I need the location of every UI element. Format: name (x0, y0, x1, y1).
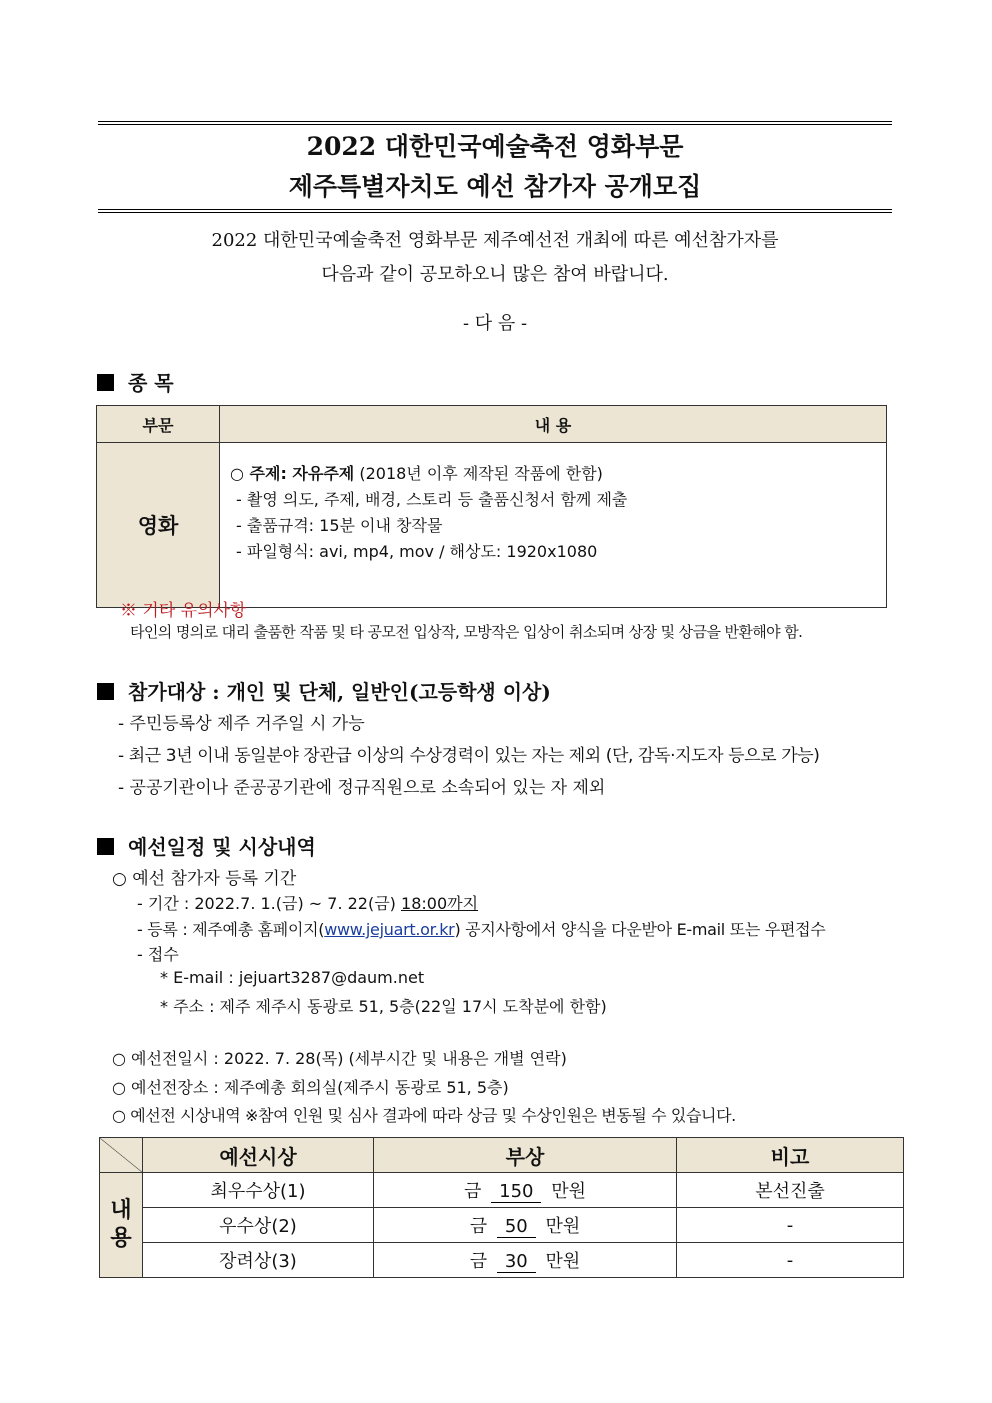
category-col-header: 부문 (97, 406, 220, 443)
contest-place: ○ 예선전장소 : 제주예총 회의실(제주시 동광로 51, 5층) (112, 1078, 509, 1097)
content-item: - 촬영 의도, 주제, 배경, 스토리 등 출품신청서 함께 제출 (236, 490, 628, 509)
registration-period: - 기간 : 2022.7. 1.(금) ~ 7. 22(금) 18:00까지 (137, 894, 479, 913)
intro-line-1: 2022 대한민국예술축전 영화부문 제주예선전 개최에 따른 예선참가자를 (211, 230, 779, 251)
awards-header-prize: 부상 (374, 1138, 677, 1173)
category-table (96, 405, 887, 608)
category-cell: 영화 (97, 443, 220, 608)
title-box (98, 121, 892, 213)
title-line-2: 제주특별자치도 예선 참가자 공개모집 (288, 172, 702, 201)
awards-header-award: 예선시상 (143, 1138, 374, 1173)
receipt-label: - 접수 (137, 945, 179, 964)
content-item: - 출품규격: 15분 이내 창작물 (236, 516, 443, 535)
content-cell (220, 443, 887, 608)
receipt-email: * E-mail : jejuart3287@daum.net (160, 968, 425, 987)
intro-line-2: 다음과 같이 공모하오니 많은 참여 바랍니다. (321, 264, 669, 285)
awards-side-label: 내용 (100, 1173, 143, 1278)
award-prize: 금 50 만원 (374, 1208, 677, 1243)
registration-method: - 등록 : 제주예총 홈페이지(www.jejuart.or.kr) 공지사항에서 양식을 다운받아 E-mail 또는 우편접수 (137, 920, 826, 939)
eligibility-item: - 최근 3년 이내 동일분야 장관급 이상의 수상경력이 있는 자는 제외 (단, 감독·지도자 등으로 가능) (118, 746, 820, 766)
award-name: 장려상(3) (143, 1243, 374, 1278)
award-name: 최우수상(1) (143, 1173, 374, 1208)
eligibility-item: - 주민등록상 제주 거주일 시 가능 (118, 714, 365, 734)
table-row (100, 1173, 904, 1208)
awards-title: ○ 예선전 시상내역 ※참여 인원 및 심사 결과에 따라 상금 및 수상인원은 변동될 수 있습니다. (112, 1106, 736, 1125)
award-prize: 금 150 만원 (374, 1173, 677, 1208)
diagonal-corner-cell (100, 1138, 143, 1173)
section-heading-category: 종 목 (97, 367, 174, 396)
theme-line: ○ 주제: 자유주제 (2018년 이후 제작된 작품에 한함) (230, 464, 603, 483)
table-row (100, 1208, 904, 1243)
content-col-header: 내 용 (220, 406, 887, 443)
intro-dahum: - 다 음 - (462, 313, 528, 334)
content-item: - 파일형식: avi, mp4, mov / 해상도: 1920x1080 (236, 542, 598, 561)
awards-table (99, 1137, 904, 1278)
eligibility-item: - 공공기관이나 준공공기관에 정규직원으로 소속되어 있는 자 제외 (118, 778, 606, 798)
square-bullet-icon (97, 374, 114, 391)
award-name: 우수상(2) (143, 1208, 374, 1243)
square-bullet-icon (97, 838, 114, 855)
award-prize: 금 30 만원 (374, 1243, 677, 1278)
homepage-link[interactable]: www.jejuart.or.kr (324, 920, 455, 939)
note-title: ※ 기타 유의사항 (120, 601, 247, 621)
contest-date: ○ 예선전일시 : 2022. 7. 28(목) (세부시간 및 내용은 개별 연락) (112, 1049, 567, 1068)
registration-title: ○ 예선 참가자 등록 기간 (112, 869, 297, 889)
square-bullet-icon (97, 683, 114, 700)
receipt-address: * 주소 : 제주 제주시 동광로 51, 5층(22일 17시 도착분에 한함) (160, 997, 607, 1016)
section-heading-schedule: 예선일정 및 시상내역 (97, 831, 316, 860)
awards-header-note: 비고 (677, 1138, 904, 1173)
table-row (100, 1243, 904, 1278)
section-heading-eligibility: 참가대상 : 개인 및 단체, 일반인(고등학생 이상) (97, 676, 551, 705)
award-note: 본선진출 (677, 1173, 904, 1208)
award-note: - (677, 1208, 904, 1243)
title-line-1: 2022 대한민국예술축전 영화부문 (306, 132, 684, 161)
note-text: 타인의 명의로 대리 출품한 작품 및 타 공모전 입상작, 모방작은 입상이 취소되며 상장 및 상금을 반환해야 함. (130, 623, 803, 641)
award-note: - (677, 1243, 904, 1278)
